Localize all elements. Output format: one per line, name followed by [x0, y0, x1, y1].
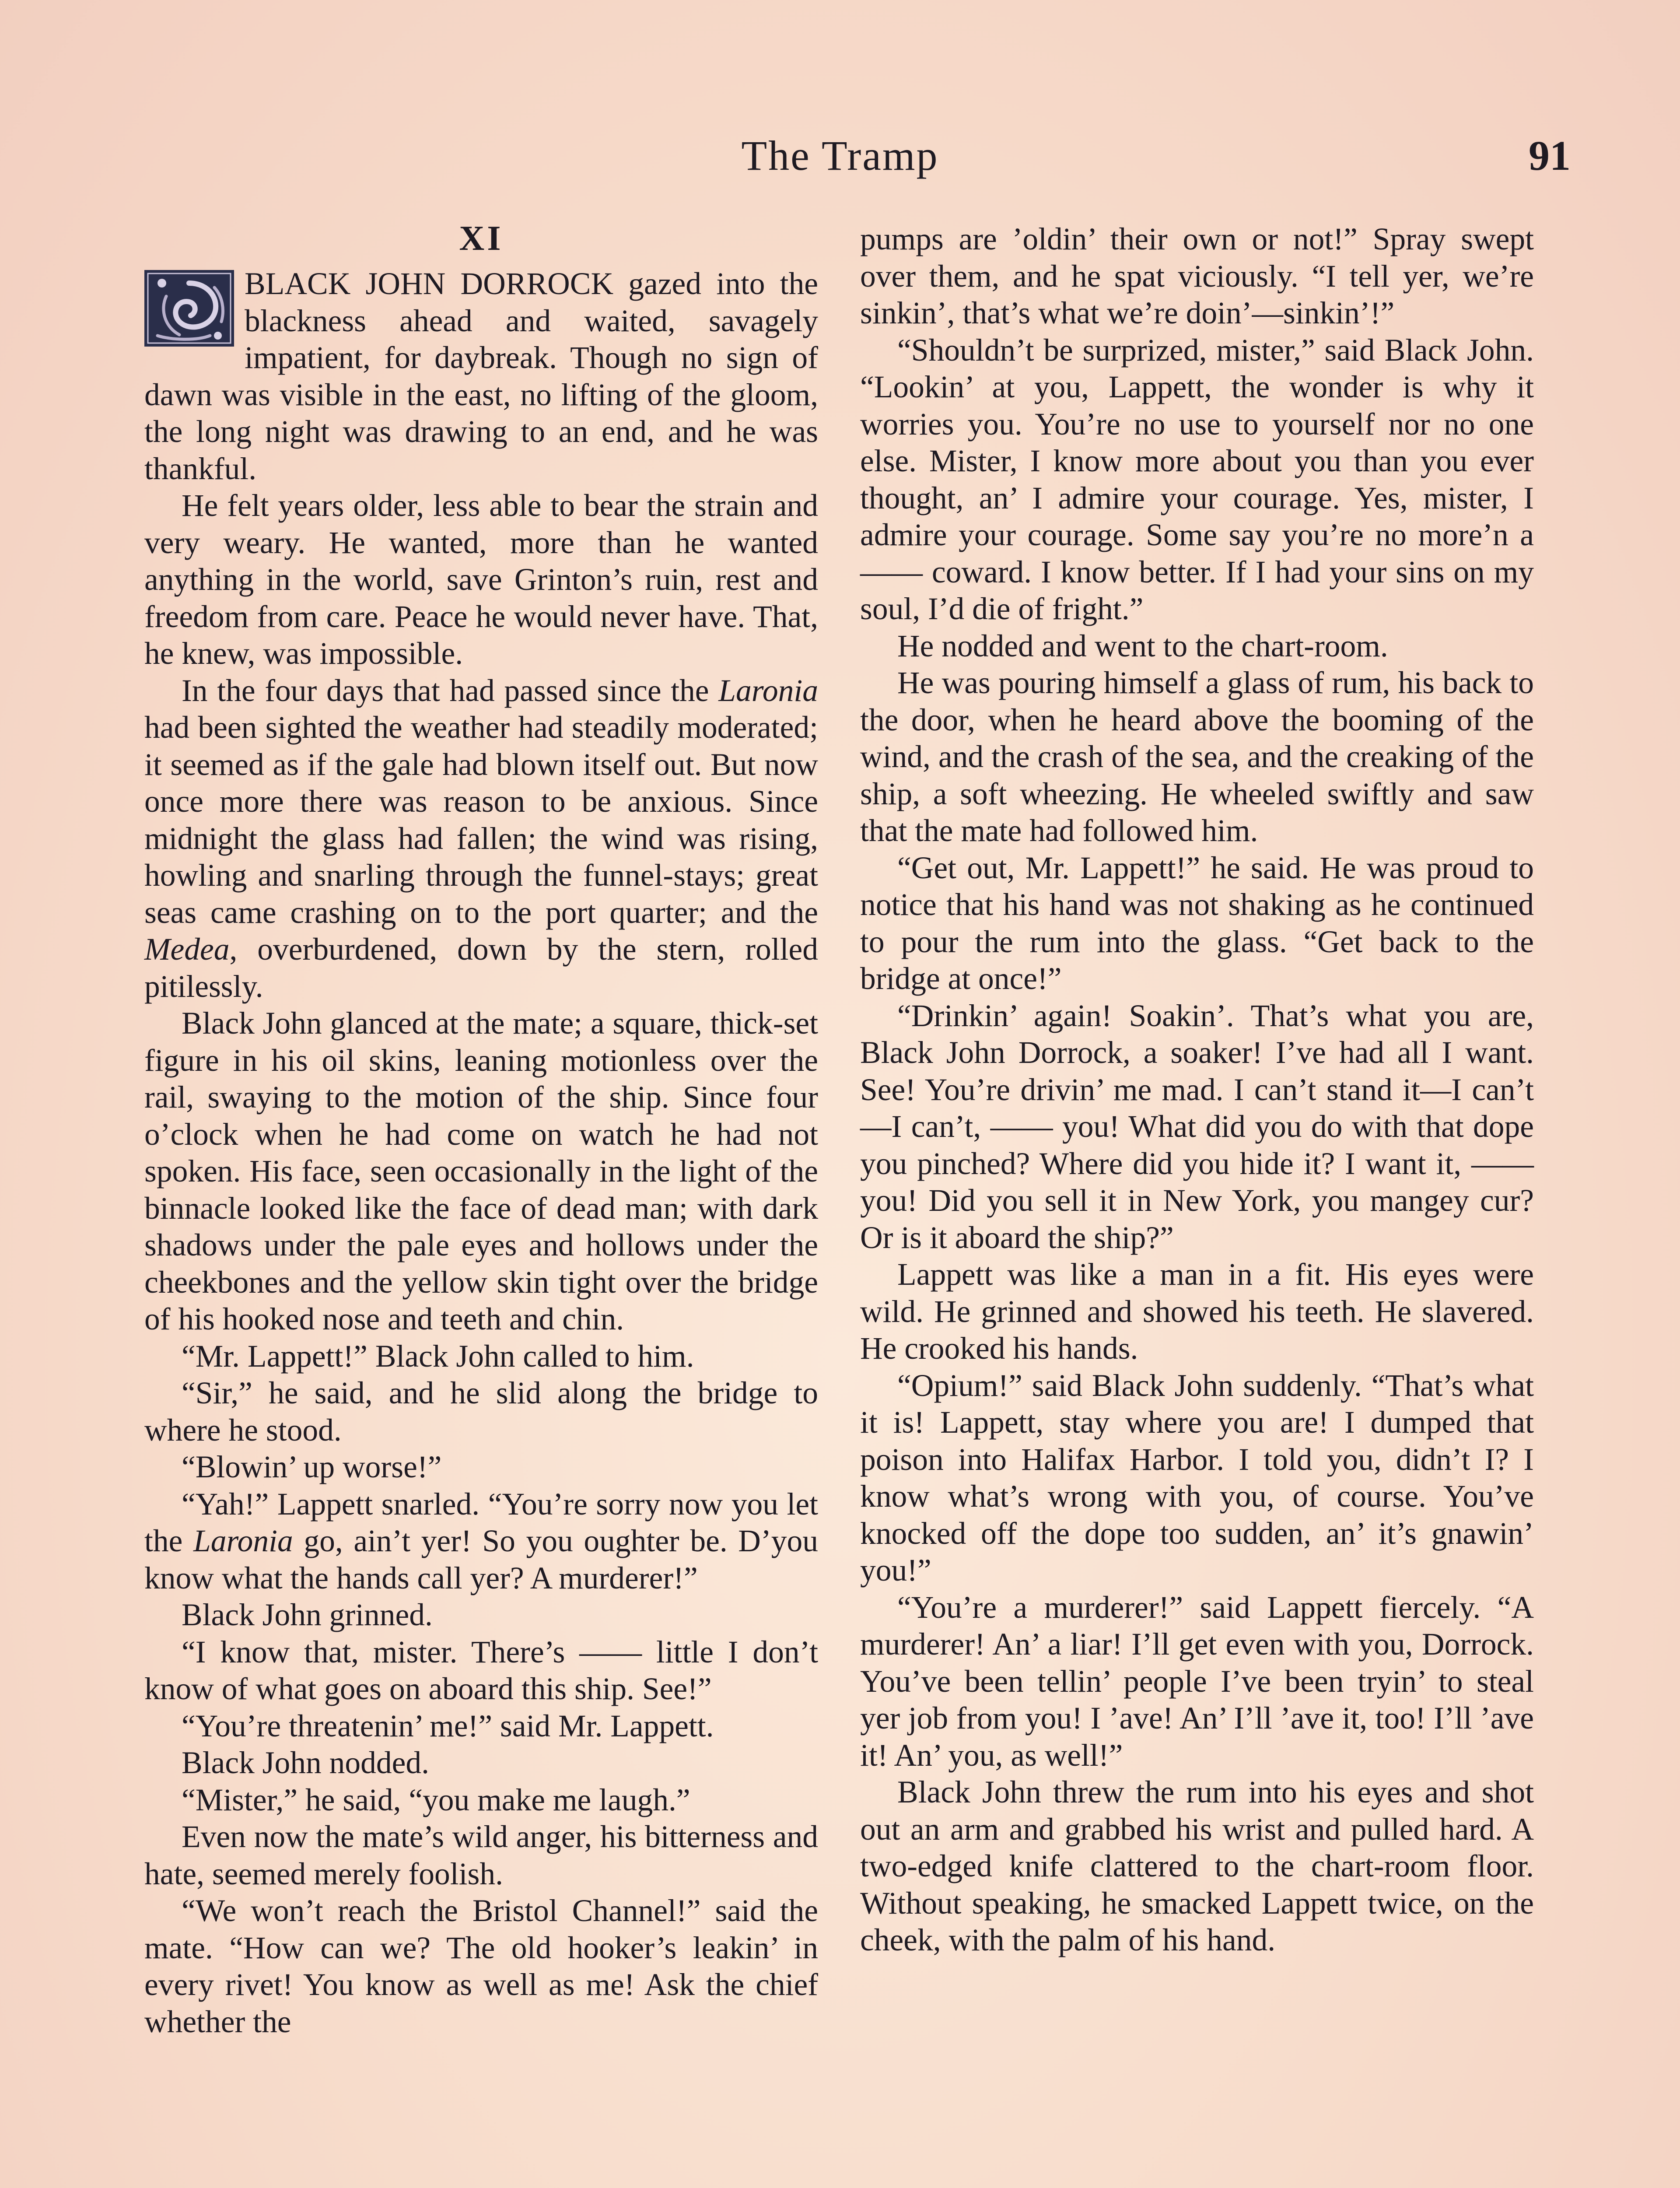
paragraph: Black John glanced at the mate; a square, thick-set figure in his oil skins, leaning motionless over the rail, swaying to the motion of the ship. Since four o’clock when he had come on watch he had not spoken. His face, seen occasionally in the light of the binnacle looked like the face of dead man; with dark shadows under the pale eyes and hollows under the cheekbones and the yellow skin tight over the bridge of his hooked nose and teeth and chin.: [144, 1006, 818, 1336]
chapter-number: XI: [459, 219, 504, 258]
paragraph: “Get out, Mr. Lappett!” he said. He was proud to notice that his hand was not shaking as he continued to pour the rum into the glass. “Get back to the bridge at once!”: [860, 850, 1534, 996]
paragraph: [144, 673, 818, 1006]
ship-name: Laronia: [718, 673, 818, 708]
text-run: go, ain’t yer! So you oughter be. D’you know what the hands call yer? A murderer!”: [144, 1524, 818, 1595]
page-header: [0, 131, 1680, 188]
paragraph: Black John grinned.: [182, 1598, 433, 1632]
left-column: [144, 221, 818, 2041]
paragraph: BLACK JOHN DORROCK gazed into the blackness ahead and waited, savagely impatient, for daybreak. Though no sign of dawn was visible in the east, no lifting of the gloom, the long night was drawing to an end, and he was thankful.: [144, 266, 818, 486]
running-title: The Tramp: [741, 132, 939, 179]
ship-name: Medea: [144, 932, 230, 967]
paragraph: “Blowin’ up worse!”: [182, 1450, 442, 1484]
paragraph: Lappett was like a man in a fit. His eyes were wild. He grinned and showed his teeth. He slavered. He crooked his hands.: [860, 1257, 1534, 1366]
text-run: had been sighted the weather had steadily moderated; it seemed as if the gale had blown itself out. But now once more there was reason to be anxious. Since midnight the glass had fallen; the wind was rising, howling and snarling through the funnel-stays; great seas came crashing on to the port quarter; and the: [144, 710, 818, 930]
paragraph: “Sir,” he said, and he slid along the bridge to where he stood.: [144, 1376, 818, 1448]
paragraph: “You’re a murderer!” said Lappett fiercely. “A murderer! An’ a liar! I’ll get even with you, Dorrock. You’ve been tellin’ people I’ve been tryin’ to steal yer job from you! I ’ave! An’ I’ll ’ave it, too! I’ll ’ave it! An’ you, as well!”: [860, 1590, 1534, 1773]
paragraph: “I know that, mister. There’s —— little I don’t know of what goes on aboard this ship. See!”: [144, 1634, 818, 1706]
paragraph: He felt years older, less able to bear the strain and very weary. He wanted, more than he wanted anything in the world, save Grinton’s ruin, rest and freedom from care. Peace he would never have. That, he knew, was impossible.: [144, 488, 818, 671]
paragraph: Even now the mate’s wild anger, his bitterness and hate, seemed merely foolish.: [144, 1820, 818, 1891]
ornamental-dropcap-icon: [144, 270, 234, 347]
paragraph: “Shouldn’t be surprized, mister,” said Black John. “Lookin’ at you, Lappett, the wonder is why it worries you. You’re no use to yourself nor no one else. Mister, I know more about you than you ever thought, an’ I admire your courage. Yes, mister, I admire your courage. Some say you’re no more’n a —— coward. I know better. If I had your sins on my soul, I’d die of fright.”: [860, 333, 1534, 626]
paragraph: Black John nodded.: [182, 1746, 429, 1780]
paragraph: “You’re threatenin’ me!” said Mr. Lappett.: [182, 1708, 714, 1743]
paragraph: [144, 1486, 818, 1597]
paragraph: “Mr. Lappett!” Black John called to him.: [182, 1339, 694, 1374]
paragraph: Black John threw the rum into his eyes and shot out an arm and grabbed his wrist and pulled hard. A two-edged knife clattered to the chart-room floor. Without speaking, he smacked Lappett twice, on the cheek, with the palm of his hand.: [860, 1775, 1534, 1957]
paragraph: He nodded and went to the chart-room.: [897, 628, 1388, 663]
paragraph: pumps are ’oldin’ their own or not!” Spray swept over them, and he spat viciously. “I tell yer, we’re sinkin’, that’s what we’re doin’—sinkin’!”: [860, 222, 1534, 330]
right-column: [860, 221, 1534, 1959]
paragraph: “Mister,” he said, “you make me laugh.”: [182, 1782, 690, 1817]
paragraph: He was pouring himself a glass of rum, his back to the door, when he heard above the booming of the wind, and the crash of the sea, and the creaking of the ship, a soft wheezing. He wheeled swiftly and saw that the mate had followed him.: [860, 666, 1534, 848]
text-run: “Yah!” Lappett snarled. “You’re sorry now you let the: [144, 1487, 818, 1558]
paragraph: “Drinkin’ again! Soakin’. That’s what you are, Black John Dorrock, a soaker! I’ve had all I want. See! You’re drivin’ me mad. I can’t stand it—I can’t—I can’t, —— you! What did you do with that dope you pinched? Where did you hide it? I want it, —— you! Did you sell it in New York, you mangey cur? Or is it aboard the ship?”: [860, 998, 1534, 1255]
text-run: In the four days that had passed since the: [182, 673, 719, 708]
paragraph: “Opium!” said Black John suddenly. “That’s what it is! Lappett, stay where you are! I dumped that poison into Halifax Harbor. I told you, didn’t I? I know what’s wrong with you, of course. You’ve knocked off the dope too sudden, an’ it’s gnawin’ you!”: [860, 1368, 1534, 1588]
ship-name: Laronia: [193, 1524, 293, 1558]
page-number: 91: [1529, 132, 1571, 179]
paragraph: “We won’t reach the Bristol Channel!” said the mate. “How can we? The old hooker’s leakin’ in every rivet! You know as well as me! Ask the chief whether the: [144, 1893, 818, 2039]
text-run: , overburdened, down by the stern, rolled pitilessly.: [144, 932, 818, 1004]
